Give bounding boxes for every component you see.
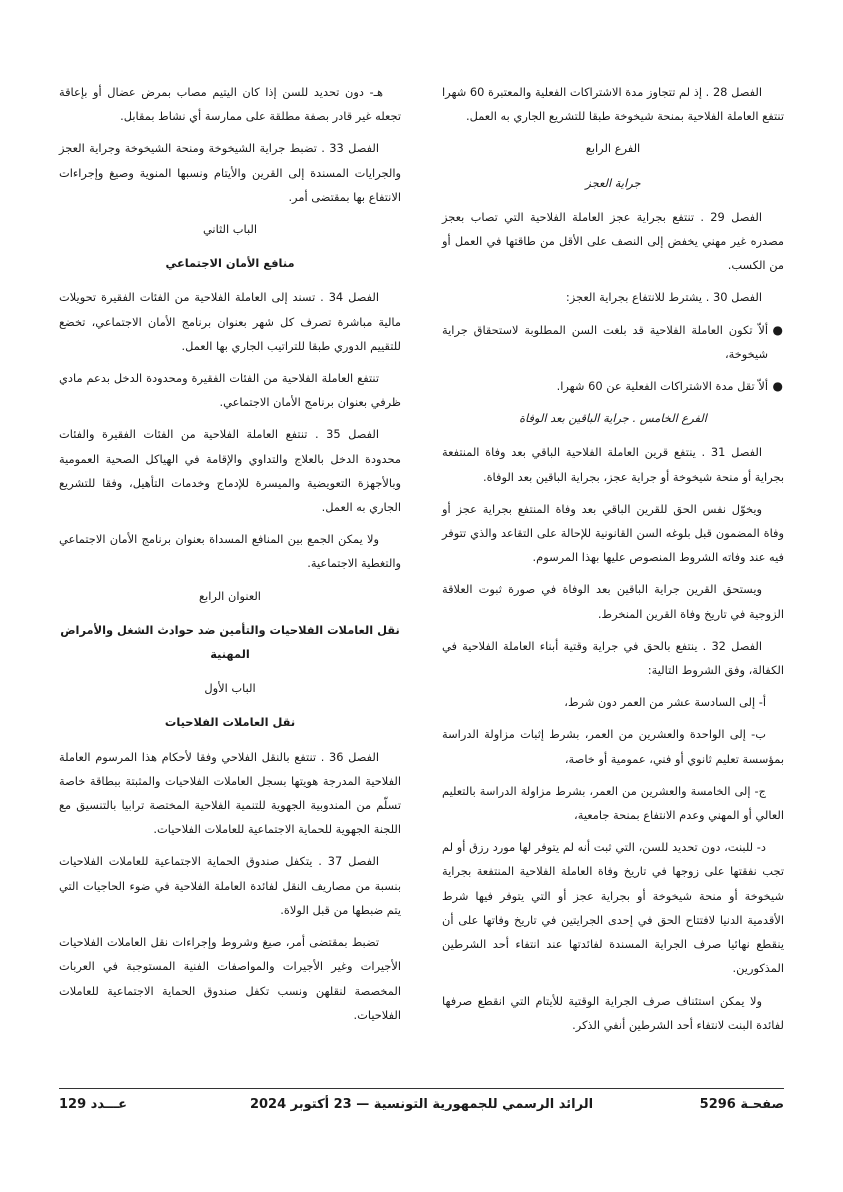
page-footer [59,1097,784,1119]
condition-b: ب- إلى الواحدة والعشرين من العمر، بشرط إثبات مزاولة الدراسة بمؤسسة تعليم ثانوي أو فني، عمومية أو خاصة، [442,727,784,766]
conditions-list [442,318,784,399]
page-number: صفحـة 5296 [699,1097,784,1112]
paragraph: تنتفع العاملة الفلاحية من الفئات الفقيرة ومحدودة الدخل بدعم مادي ظرفي بعنوان برنامج الأمان الاجتماعي. [59,371,401,410]
bullet-icon: ● [772,379,783,394]
title-4-name: نقل العاملات الفلاحيات والتأمين ضد حوادث الشغل والأمراض المهنية [60,622,400,662]
article-36: الفصل 36 . تنتفع بالنقل الفلاحي وفقا لأحكام هذا المرسوم العاملة الفلاحية المدرجة هويتها بسجل العاملات الفلاحيات والمثبتة ببطاقة خاصة تسلّم من المندوبية الجهوية للتنمية الفلاحية المختصة ترابيا بالتنسيق مع اللجنة الجهوية للحماية الاجتماعية للعاملات الفلاحيات. [59,749,401,837]
paragraph: ولا يمكن الجمع بين المنافع المسداة بعنوان برنامج الأمان الاجتماعي والتغطية الاجتماعية. [59,532,401,571]
article-31: الفصل 31 . ينتفع قرين العاملة الفلاحية الباقي بعد وفاة المنتفعة بجراية أو منحة شيخوخة أو جراية عجز، بجراية الباقين بعد الوفاة. [442,445,784,484]
article-28: الفصل 28 . إذ لم تتجاوز مدة الاشتراكات الفعلية والمعتبرة 60 شهرا تنتفع العاملة الفلاحية بمنحة شيخوخة طبقا للتشريع الجاري به العمل. [442,85,784,124]
paragraph: ويستحق القرين جراية الباقين بعد الوفاة في صورة ثبوت العلاقة الزوجية في تاريخ وفاة القرين المنخرط. [442,582,784,621]
footer-divider [59,1088,784,1089]
book-heading-1: الباب الأول [204,681,256,696]
article-29: الفصل 29 . تنتفع بجراية عجز العاملة الفلاحية التي تصاب بعجز مصدره غير مهني يخفض إلى النصف على الأقل من طاقتها في العمل أو من الكسب. [442,209,784,273]
article-30: الفصل 30 . يشترط للانتفاع بجراية العجز: [565,290,762,305]
paragraph: تضبط بمقتضى أمر، صيغ وشروط وإجراءات نقل العاملات الفلاحيات الأجيرات وغير الأجيرات والمواصفات الفنية المستوجبة في العربات المخصصة لنقلهن ونسب تكفل صندوق الحماية الاجتماعية للعاملات الفلاحيات. [59,935,401,1022]
condition-d: د- للبنت، دون تحديد للسن، التي ثبت أنه لم يتوفر لها مورد رزق أو لم تجب نفقتها على زوجها في تاريخ وفاة العاملة الفلاحية المنتفعة بجراية شيخوخة أو منحة شيخوخة أو بجراية عجز أو التي يتوفر فيها شرط الأقدمية الدنيا لافتتاح الحق في إحدى الجرايتين في تاريخ وفاتها على أن ينقطع نهائيا صرف الجراية المسندة لفائدتها عند انتفاء أحد الشرطين المذكورين. [442,840,784,976]
article-37: الفصل 37 . يتكفل صندوق الحماية الاجتماعية للعاملات الفلاحيات بنسبة من مصاريف النقل لفائدة العاملة الفلاحية في ضوء الحاجيات التي يتم ضبطها من قبل الولاة. [59,854,401,917]
title-heading-4: العنوان الرابع [199,588,261,603]
section-heading-branch4: الفرع الرابع [585,141,641,156]
condition-a: أ- إلى السادسة عشر من العمر دون شرط، [564,695,766,710]
list-item [442,374,783,398]
right-column [442,80,784,1045]
article-32: الفصل 32 . ينتفع بالحق في جراية وقتية أبناء العاملة الفلاحية في الكفالة، وفق الشروط التالية: [442,638,784,678]
left-column [59,80,401,1035]
list-item-text: ألاّ تقل مدة الاشتراكات الفعلية عن 60 شهرا. [556,379,768,394]
publication-line: الرائد الرسمي للجمهورية التونسية — 23 أكتوبر 2024 [249,1097,594,1112]
article-33: الفصل 33 . تضبط جراية الشيخوخة ومنحة الشيخوخة وجراية العجز والجرايات المسندة إلى القرين والأيتام ونسبها المنوية وصيغ وإجراءات الانتفاع بها بمقتضى أمر. [59,141,401,204]
paragraph: ويخوّل نفس الحق للقرين الباقي بعد وفاة المنتفع بجراية عجز أو وفاة المضمون قبل بلوغه السن القانونية للإحالة على التقاعد والذي تتوفر فيه عند وفاته الشروط المنصوص عليها بهذا المرسوم. [442,501,784,565]
article-34: الفصل 34 . تسند إلى العاملة الفلاحية من الفئات الفقيرة تحويلات مالية مباشرة تصرف كل شهر بعنوان برنامج الأمان الاجتماعي، تخضع للتقييم الدوري طبقا للتراتيب الجاري بها العمل. [59,290,401,353]
book-heading-2: الباب الثاني [202,222,258,237]
book-title-1: نقل العاملات الفلاحيات [164,715,296,730]
paragraph: ولا يمكن استئناف صرف الجراية الوقتية للأيتام التي انقطع صرفها لفائدة البنت لانتفاء أحد الشرطين أنفي الذكر. [442,993,784,1032]
book-title-2: منافع الأمان الاجتماعي [165,256,295,271]
list-item-text: ألاّ تكون العاملة الفلاحية قد بلغت السن المطلوبة لاستحقاق جراية شيخوخة، [442,322,768,361]
bullet-icon: ● [772,322,783,337]
condition-c: ج- إلى الخامسة والعشرين من العمر، بشرط مزاولة الدراسة بالتعليم العالي أو المهني وعدم الانتفاع بمنحة جامعية، [442,783,784,823]
section-subheading-disability-pension: جراية العجز [585,175,641,190]
issue-number: عـــدد 129 [59,1097,128,1112]
condition-e: هـ- دون تحديد للسن إذا كان اليتيم مصاب بمرض عضال أو بإعاقة تجعله غير قادر بصفة مطلقة على ممارسة أي نشاط بمقابل. [59,85,401,124]
list-item [442,318,783,366]
article-35: الفصل 35 . تنتفع العاملة الفلاحية من الفئات الفقيرة والفئات محدودة الدخل بالعلاج والتداوي والإقامة في الهياكل الصحية العمومية وبالأجهزة التعويضية والميسرة للإدماج وخدمات التأهيل، وفقا للتشريع الجاري به العمل. [59,427,401,515]
section-heading-branch5: الفرع الخامس . جراية الباقين بعد الوفاة [519,411,707,426]
